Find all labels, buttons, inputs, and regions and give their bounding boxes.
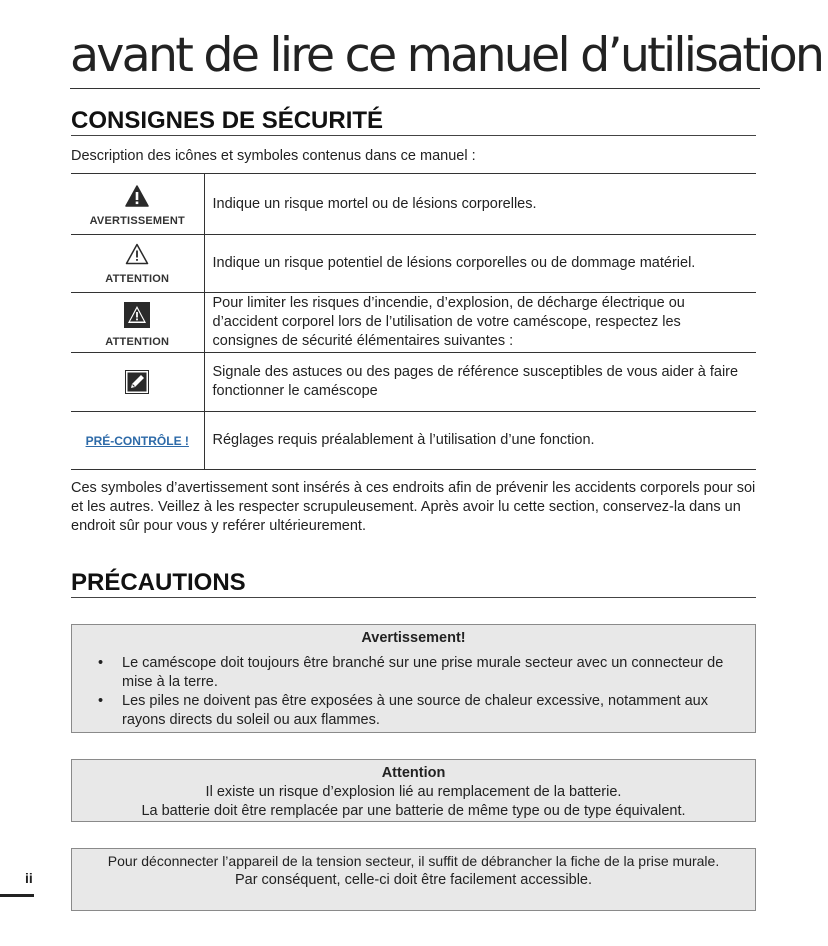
- warning-box-title: Avertissement!: [361, 630, 466, 646]
- icon-label: AVERTISSEMENT: [89, 215, 185, 227]
- icon-cell: [71, 353, 204, 412]
- attention-line: La batterie doit être remplacée par une batterie de même type ou de type équivalent.: [141, 803, 686, 819]
- table-row: [71, 412, 756, 470]
- icon-cell: [71, 174, 204, 235]
- warning-box: [71, 624, 756, 733]
- icon-legend-table: [71, 173, 756, 470]
- warning-list: [94, 654, 743, 730]
- icon-cell: [71, 293, 204, 353]
- note-pencil-icon: [125, 370, 149, 394]
- symbols-note: Ces symboles d’avertissement sont insérés à ces endroits afin de prévenir les accidents corporels pour soi et les autres. Veillez à les respecter scrupuleusement. Après avoir lu cette section, conservez-la dans un endroit sûr pour vous y reférer ultérieurement.: [71, 480, 756, 534]
- caution-outline-icon: [125, 243, 149, 265]
- attention-box-title: Attention: [381, 765, 446, 781]
- table-row: [71, 293, 756, 353]
- icon-description: Réglages requis préalablement à l’utilisation d’une fonction.: [204, 412, 756, 470]
- attention-box: [71, 759, 756, 822]
- icon-description: Signale des astuces ou des pages de référence susceptibles de vous aider à faire fonctionner le caméscope: [204, 353, 756, 412]
- disconnect-line: Par conséquent, celle-ci doit être facilement accessible.: [234, 872, 593, 888]
- page-number: ii: [25, 870, 33, 886]
- section-heading-precautions: PRÉCAUTIONS: [71, 569, 756, 598]
- icon-description: Pour limiter les risques d’incendie, d’explosion, de décharge électrique ou d’accident corporel lors de l’utilisation de votre caméscope, respectez les consignes de sécurité élémentaires suivantes :: [204, 293, 756, 353]
- warning-solid-icon: [125, 185, 149, 207]
- icon-cell: [71, 412, 204, 470]
- icon-description: Indique un risque potentiel de lésions corporelles ou de dommage matériel.: [204, 235, 756, 293]
- disconnect-line: Pour déconnecter l’appareil de la tension secteur, il suffit de débrancher la fiche de la prise murale.: [107, 853, 720, 869]
- icon-label: ATTENTION: [105, 335, 170, 348]
- caution-boxed-icon: [124, 302, 150, 328]
- page-number-bar: [0, 894, 34, 897]
- icon-description-intro: Description des icônes et symboles contenus dans ce manuel :: [71, 148, 476, 164]
- icon-description: Indique un risque mortel ou de lésions corporelles.: [212, 195, 537, 212]
- table-row: [71, 353, 756, 412]
- disconnect-box: [71, 848, 756, 911]
- icon-label: ATTENTION: [105, 272, 170, 285]
- pre-check-label: PRÉ-CONTRÔLE !: [85, 433, 189, 448]
- page-title: avant de lire ce manuel d’utilisation: [70, 24, 760, 89]
- section-heading-consignes: CONSIGNES DE SÉCURITÉ: [71, 107, 756, 136]
- list-item: • Le caméscope doit toujours être branché sur une prise murale secteur avec un connecteur de mise à la terre.: [94, 654, 743, 692]
- icon-cell: [71, 235, 204, 293]
- attention-line: Il existe un risque d’explosion lié au remplacement de la batterie.: [205, 784, 622, 800]
- table-row: [71, 235, 756, 293]
- table-row: [71, 174, 756, 235]
- list-item: • Les piles ne doivent pas être exposées à une source de chaleur excessive, notamment aux rayons directs du soleil ou aux flammes.: [94, 692, 743, 730]
